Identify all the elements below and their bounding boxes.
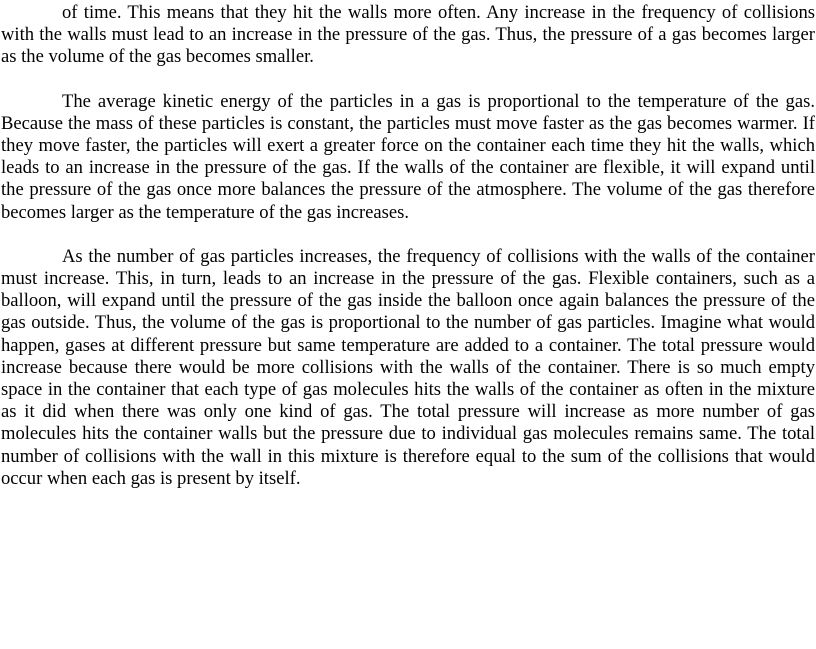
paragraph-pressure-volume-continuation: of time. This means that they hit the walls more often. Any increase in the frequency of collisions with the walls must lead to an increase in the pressure of the gas. Thus, the pressure of a gas becomes larger as the volume of the gas becomes smaller. [1,2,815,68]
paragraph-particle-number-volume: As the number of gas particles increases, the frequency of collisions with the walls of the container must increase. This, in turn, leads to an increase in the pressure of the gas. Flexible containers, such as a balloon, will expand until the pressure of the gas inside the balloon once again balances the pressure of the gas outside. Thus, the volume of the gas is proportional to the number of gas particles. Imagine what would happen, gases at different pressure but same temperature are added to a container. The total pressure would increase because there would be more collisions with the walls of the container. There is so much empty space in the container that each type of gas molecules hits the walls of the container as often in the mixture as it did when there was only one kind of gas. The total pressure will increase as more number of gas molecules hits the container walls but the pressure due to individual gas molecules remains same. The total number of collisions with the wall in this mixture is therefore equal to the sum of the collisions that would occur when each gas is present by itself. [1,245,815,489]
paragraph-temperature-volume: The average kinetic energy of the particles in a gas is proportional to the temperature of the gas. Because the mass of these particles is constant, the particles must move faster as the gas becomes warmer. If they move faster, the particles will exert a greater force on the container each time they hit the walls, which leads to an increase in the pressure of the gas. If the walls of the container are flexible, it will expand until the pressure of the gas once more balances the pressure of the atmosphere. The volume of the gas therefore becomes larger as the temperature of the gas increases. [1,90,815,223]
